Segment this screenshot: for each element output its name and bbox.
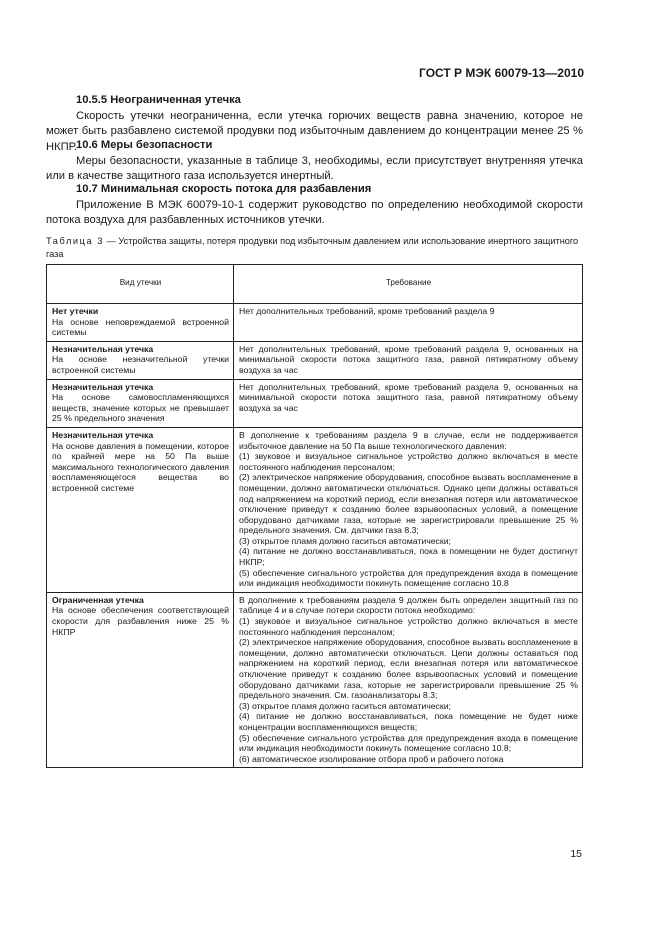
table-row [47, 379, 583, 427]
requirement-item: (6) автоматическое изолирование отбора проб и рабочего потока [239, 753, 504, 764]
section-text: Приложение В МЭК 60079-10-1 содержит руководство по определению необходимой скорости потока воздуха для разбавленных источников утечки. [46, 198, 583, 226]
leak-type-cell [47, 592, 234, 768]
requirement-item: (2) электрическое напряжение оборудования, способное вызвать воспламенение в помещении, должно автоматически отключаться. Однако цепи должны оставаться под напряжением на короткий период, если внезапная потеря или автоматическое отключение приведут к созданию более взрывоопасных условий, а помещение оборудовано датчиками газа, которые не зарегистрировали превышение 25 % предельного значения. См. датчики газа 8.3; [239, 472, 578, 536]
requirement-item: (1) звуковое и визуальное сигнальное устройство должно включаться в месте постоянного наблюдения персоналом; [239, 451, 578, 472]
leak-type-cell [47, 379, 234, 427]
table-caption [46, 235, 583, 260]
table-row [47, 427, 583, 592]
leak-type-title: Незначительная утечка [52, 429, 154, 440]
leak-type-description: На основе неповреждаемой встроенной системы [52, 316, 229, 338]
table-header-row [47, 265, 583, 304]
column-header-requirement: Требование [234, 265, 583, 304]
section-text: Меры безопасности, указанные в таблице 3, необходимы, если присутствует внутренняя утечка или в качестве защитного газа используется инертный. [46, 154, 583, 182]
leak-type-title: Незначительная утечка [52, 343, 154, 354]
requirement-item: В дополнение к требованиям раздела 9 должен быть определен защитный газ по таблице 4 и в случае потери скорости потока необходимо: [239, 594, 578, 616]
leak-type-cell [47, 341, 234, 379]
requirement-cell [234, 304, 583, 342]
requirement-item: Нет дополнительных требований, кроме требований раздела 9, основанных на минимальной скорости потока защитного газа, равной пятикратному объему воздуха за час [239, 343, 578, 375]
requirement-item: (3) открытое пламя должно гаситься автоматически; [239, 535, 451, 546]
leak-type-cell [47, 304, 234, 342]
leak-type-description: На основе давления в помещении, которое по крайней мере на 50 Па выше максимального технологического давления воспламеняющегося вещества во встроенной системе [52, 440, 229, 493]
table-row [47, 341, 583, 379]
leak-type-title: Нет утечки [52, 306, 99, 316]
page-number: 15 [570, 848, 582, 860]
column-header-leak-type: Вид утечки [47, 265, 234, 304]
requirement-item: (4) питание не должно восстанавливаться, пока помещение не будет ниже концентрации воспламеняющихся веществ; [239, 711, 578, 732]
requirement-item: Нет дополнительных требований, кроме требований раздела 9, основанных на минимальной скорости потока защитного газа, равной пятикратному объему воздуха за час [239, 381, 578, 413]
requirement-item: (4) питание не должно восстанавливаться, пока в помещении не будет достигнут НКПР; [239, 546, 578, 568]
table-row [47, 304, 583, 342]
leak-type-description: На основе самовоспламеняющихся веществ, значение которых не превышает 25 % предельного значения [52, 392, 229, 424]
table-caption-label: Таблица 3 [46, 236, 105, 246]
section-heading: 10.5.5 Неограниченная утечка [76, 94, 241, 106]
leak-type-description: На основе незначительной утечки встроенной системы [52, 354, 229, 375]
requirement-item: (3) открытое пламя должно гаситься автоматически; [239, 700, 451, 711]
requirement-item: Нет дополнительных требований, кроме требований раздела 9 [239, 306, 495, 316]
requirement-cell [234, 341, 583, 379]
leak-type-title: Незначительная утечка [52, 381, 154, 392]
requirements-table [46, 264, 583, 768]
requirement-cell [234, 427, 583, 592]
leak-type-title: Ограниченная утечка [52, 594, 144, 605]
section-10-6 [46, 138, 583, 185]
section-heading: 10.6 Меры безопасности [76, 139, 213, 151]
section-text: Скорость утечки неограниченна, если утечка горючих веществ равна значению, которое не может быть разбавлено системой продувки под избыточным давлением до концентрации менее 25 % НКПР. [46, 109, 583, 153]
requirement-cell [234, 379, 583, 427]
requirement-cell [234, 592, 583, 768]
table-caption-text: — Устройства защиты, потеря продувки под избыточным давлением или использование инертного защитного газа [46, 236, 579, 259]
section-heading: 10.7 Минимальная скорость потока для разбавления [76, 183, 372, 195]
requirement-item: (5) обеспечение сигнального устройства для предупреждения входа в помещение или индикация необходимости покинуть помещение согласно 10.8 [239, 567, 578, 589]
leak-type-cell [47, 427, 234, 592]
leak-type-description: На основе обеспечения соответствующей скорости для разбавления ниже 25 % НКПР [52, 605, 229, 637]
section-10-7 [46, 182, 583, 229]
document-id: ГОСТ Р МЭК 60079-13—2010 [419, 66, 584, 80]
requirement-item: В дополнение к требованиям раздела 9 в случае, если не поддерживается избыточное давление на 50 Па выше технологического давления: [239, 429, 578, 451]
requirement-item: (2) электрическое напряжение оборудования, способное вызвать воспламенение в помещении, должно автоматически отключаться. Цепи должны оставаться под напряжением на короткий период, если внезапная потеря или автоматическое отключение приведут к созданию более взрывоопасных условий и помещение оборудовано датчиками газа, которые не зарегистрировали превышение 25 % предельного значения. См. газоанализаторы 8.3; [239, 637, 578, 701]
requirement-item: (5) обеспечение сигнального устройства для предупреждения входа в помещение или индикация необходимости покинуть помещение согласно 10.8; [239, 732, 578, 754]
requirement-item: (1) звуковое и визуальное сигнальное устройство должно включаться в месте постоянного наблюдения персоналом; [239, 616, 578, 637]
table-row [47, 592, 583, 768]
